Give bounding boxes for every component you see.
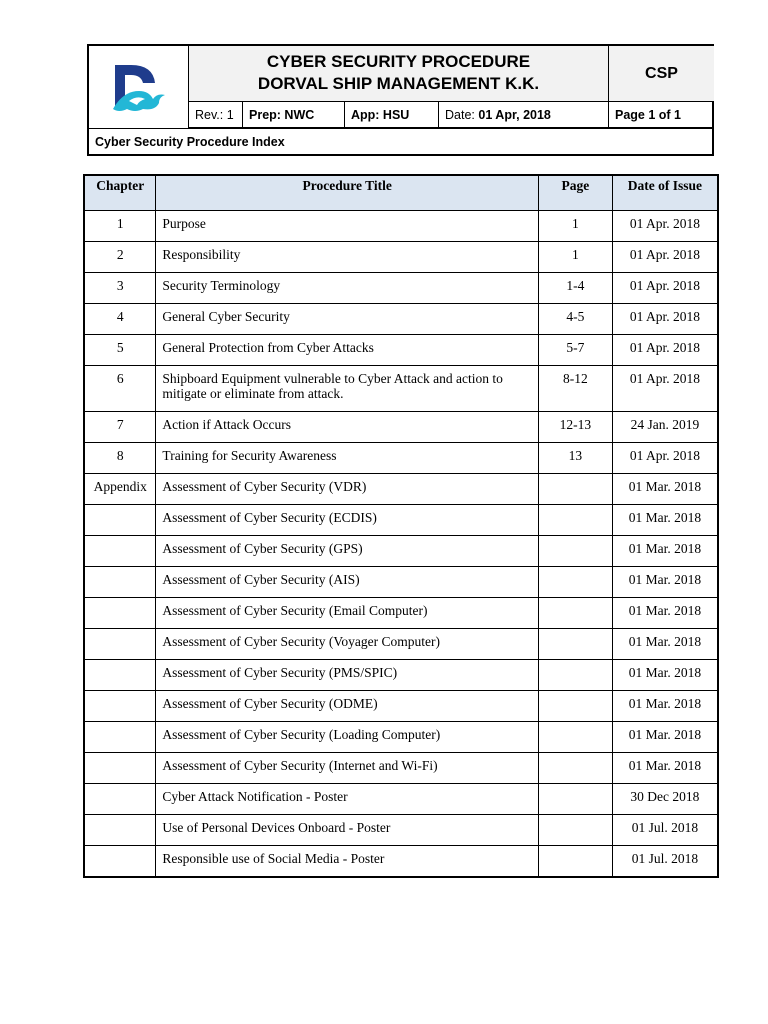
column-header-date: Date of Issue bbox=[612, 175, 718, 211]
page-cell bbox=[539, 846, 613, 878]
revision-cell bbox=[189, 102, 243, 127]
chapter-cell bbox=[84, 784, 156, 815]
chapter-cell bbox=[84, 536, 156, 567]
page-cell: 12-13 bbox=[539, 412, 613, 443]
page-cell bbox=[539, 598, 613, 629]
document-meta-row bbox=[189, 102, 714, 128]
table-row bbox=[84, 722, 718, 753]
column-header-chapter: Chapter bbox=[84, 175, 156, 211]
table-row bbox=[84, 784, 718, 815]
column-header-page: Page bbox=[539, 175, 613, 211]
table-header-row bbox=[84, 175, 718, 211]
chapter-cell: 4 bbox=[84, 304, 156, 335]
table-row bbox=[84, 846, 718, 878]
title-cell: Cyber Attack Notification - Poster bbox=[156, 784, 539, 815]
table-row bbox=[84, 815, 718, 846]
title-line-2: DORVAL SHIP MANAGEMENT K.K. bbox=[257, 74, 540, 93]
document-subtitle: Cyber Security Procedure Index bbox=[89, 128, 712, 154]
approved-by: App: HSU bbox=[345, 102, 439, 127]
procedure-index-table bbox=[83, 174, 719, 878]
chapter-cell: 7 bbox=[84, 412, 156, 443]
title-cell: Assessment of Cyber Security (PMS/SPIC) bbox=[156, 660, 539, 691]
page-cell bbox=[539, 505, 613, 536]
page-cell: 13 bbox=[539, 443, 613, 474]
table-row bbox=[84, 443, 718, 474]
page-cell bbox=[539, 474, 613, 505]
title-cell: Security Terminology bbox=[156, 273, 539, 304]
table-row bbox=[84, 567, 718, 598]
date-value: 01 Apr, 2018 bbox=[478, 107, 551, 122]
title-cell: Training for Security Awareness bbox=[156, 443, 539, 474]
date-cell: 01 Apr. 2018 bbox=[612, 335, 718, 366]
date-cell: 01 Apr. 2018 bbox=[612, 211, 718, 242]
date-cell: 01 Apr. 2018 bbox=[612, 443, 718, 474]
chapter-cell bbox=[84, 815, 156, 846]
chapter-cell: 6 bbox=[84, 366, 156, 412]
page-cell: 1-4 bbox=[539, 273, 613, 304]
title-cell: General Cyber Security bbox=[156, 304, 539, 335]
title-cell: Use of Personal Devices Onboard - Poster bbox=[156, 815, 539, 846]
page-cell: 4-5 bbox=[539, 304, 613, 335]
date-cell: 01 Mar. 2018 bbox=[612, 691, 718, 722]
document-code: CSP bbox=[609, 46, 714, 102]
date-cell bbox=[439, 102, 609, 127]
date-cell: 01 Apr. 2018 bbox=[612, 273, 718, 304]
column-header-title: Procedure Title bbox=[156, 175, 539, 211]
title-cell: Assessment of Cyber Security (Internet and Wi-Fi) bbox=[156, 753, 539, 784]
table-row bbox=[84, 366, 718, 412]
date-cell: 01 Mar. 2018 bbox=[612, 660, 718, 691]
title-cell: Assessment of Cyber Security (ODME) bbox=[156, 691, 539, 722]
date-cell: 01 Jul. 2018 bbox=[612, 815, 718, 846]
table-row bbox=[84, 753, 718, 784]
company-logo bbox=[89, 46, 189, 128]
table-row bbox=[84, 536, 718, 567]
page-cell bbox=[539, 629, 613, 660]
chapter-cell bbox=[84, 505, 156, 536]
revision-label: Rev.: bbox=[195, 107, 224, 122]
page-cell: 1 bbox=[539, 211, 613, 242]
page-cell bbox=[539, 753, 613, 784]
date-cell: 01 Mar. 2018 bbox=[612, 598, 718, 629]
date-cell: 01 Mar. 2018 bbox=[612, 536, 718, 567]
table-row bbox=[84, 412, 718, 443]
chapter-cell bbox=[84, 846, 156, 878]
date-cell: 01 Apr. 2018 bbox=[612, 242, 718, 273]
table-row bbox=[84, 474, 718, 505]
title-cell: Assessment of Cyber Security (Voyager Computer) bbox=[156, 629, 539, 660]
chapter-cell: 8 bbox=[84, 443, 156, 474]
date-cell: 01 Mar. 2018 bbox=[612, 505, 718, 536]
date-cell: 01 Mar. 2018 bbox=[612, 567, 718, 598]
chapter-cell: 2 bbox=[84, 242, 156, 273]
prepared-by: Prep: NWC bbox=[243, 102, 345, 127]
title-cell: Shipboard Equipment vulnerable to Cyber Attack and action to mitigate or eliminate from attack. bbox=[156, 366, 539, 412]
chapter-cell: Appendix bbox=[84, 474, 156, 505]
chapter-cell bbox=[84, 629, 156, 660]
page-cell bbox=[539, 536, 613, 567]
table-row bbox=[84, 304, 718, 335]
date-cell: 01 Mar. 2018 bbox=[612, 753, 718, 784]
table-row bbox=[84, 273, 718, 304]
date-cell: 01 Mar. 2018 bbox=[612, 722, 718, 753]
date-cell: 01 Apr. 2018 bbox=[612, 304, 718, 335]
date-cell: 01 Apr. 2018 bbox=[612, 366, 718, 412]
revision-value: 1 bbox=[226, 107, 234, 122]
chapter-cell bbox=[84, 567, 156, 598]
table-row bbox=[84, 335, 718, 366]
chapter-cell bbox=[84, 753, 156, 784]
page-cell: 8-12 bbox=[539, 366, 613, 412]
chapter-cell bbox=[84, 722, 156, 753]
title-cell: Assessment of Cyber Security (Email Computer) bbox=[156, 598, 539, 629]
page-cell bbox=[539, 722, 613, 753]
date-cell: 30 Dec 2018 bbox=[612, 784, 718, 815]
date-label: Date: bbox=[445, 107, 475, 122]
page-cell bbox=[539, 784, 613, 815]
page-cell: 5-7 bbox=[539, 335, 613, 366]
date-cell: 24 Jan. 2019 bbox=[612, 412, 718, 443]
title-cell: General Protection from Cyber Attacks bbox=[156, 335, 539, 366]
chapter-cell: 3 bbox=[84, 273, 156, 304]
date-cell: 01 Mar. 2018 bbox=[612, 629, 718, 660]
chapter-cell bbox=[84, 598, 156, 629]
title-cell: Assessment of Cyber Security (VDR) bbox=[156, 474, 539, 505]
document-title bbox=[189, 46, 609, 102]
date-cell: 01 Jul. 2018 bbox=[612, 846, 718, 878]
chapter-cell bbox=[84, 691, 156, 722]
dorval-logo-icon bbox=[109, 61, 169, 113]
title-cell: Assessment of Cyber Security (Loading Computer) bbox=[156, 722, 539, 753]
title-cell: Assessment of Cyber Security (ECDIS) bbox=[156, 505, 539, 536]
date-cell: 01 Mar. 2018 bbox=[612, 474, 718, 505]
table-row bbox=[84, 629, 718, 660]
table-row bbox=[84, 691, 718, 722]
page-cell bbox=[539, 567, 613, 598]
title-line-1: CYBER SECURITY PROCEDURE bbox=[266, 52, 531, 71]
page-cell bbox=[539, 815, 613, 846]
page-indicator: Page 1 of 1 bbox=[615, 107, 681, 122]
chapter-cell: 1 bbox=[84, 211, 156, 242]
table-row bbox=[84, 242, 718, 273]
page-cell bbox=[539, 691, 613, 722]
title-cell: Action if Attack Occurs bbox=[156, 412, 539, 443]
title-cell: Responsible use of Social Media - Poster bbox=[156, 846, 539, 878]
table-row bbox=[84, 660, 718, 691]
title-cell: Responsibility bbox=[156, 242, 539, 273]
table-row bbox=[84, 505, 718, 536]
table-row bbox=[84, 211, 718, 242]
title-cell: Purpose bbox=[156, 211, 539, 242]
title-cell: Assessment of Cyber Security (AIS) bbox=[156, 567, 539, 598]
table-row bbox=[84, 598, 718, 629]
page-cell: 1 bbox=[539, 242, 613, 273]
chapter-cell: 5 bbox=[84, 335, 156, 366]
title-cell: Assessment of Cyber Security (GPS) bbox=[156, 536, 539, 567]
chapter-cell bbox=[84, 660, 156, 691]
document-header bbox=[87, 44, 714, 156]
page-cell bbox=[539, 660, 613, 691]
